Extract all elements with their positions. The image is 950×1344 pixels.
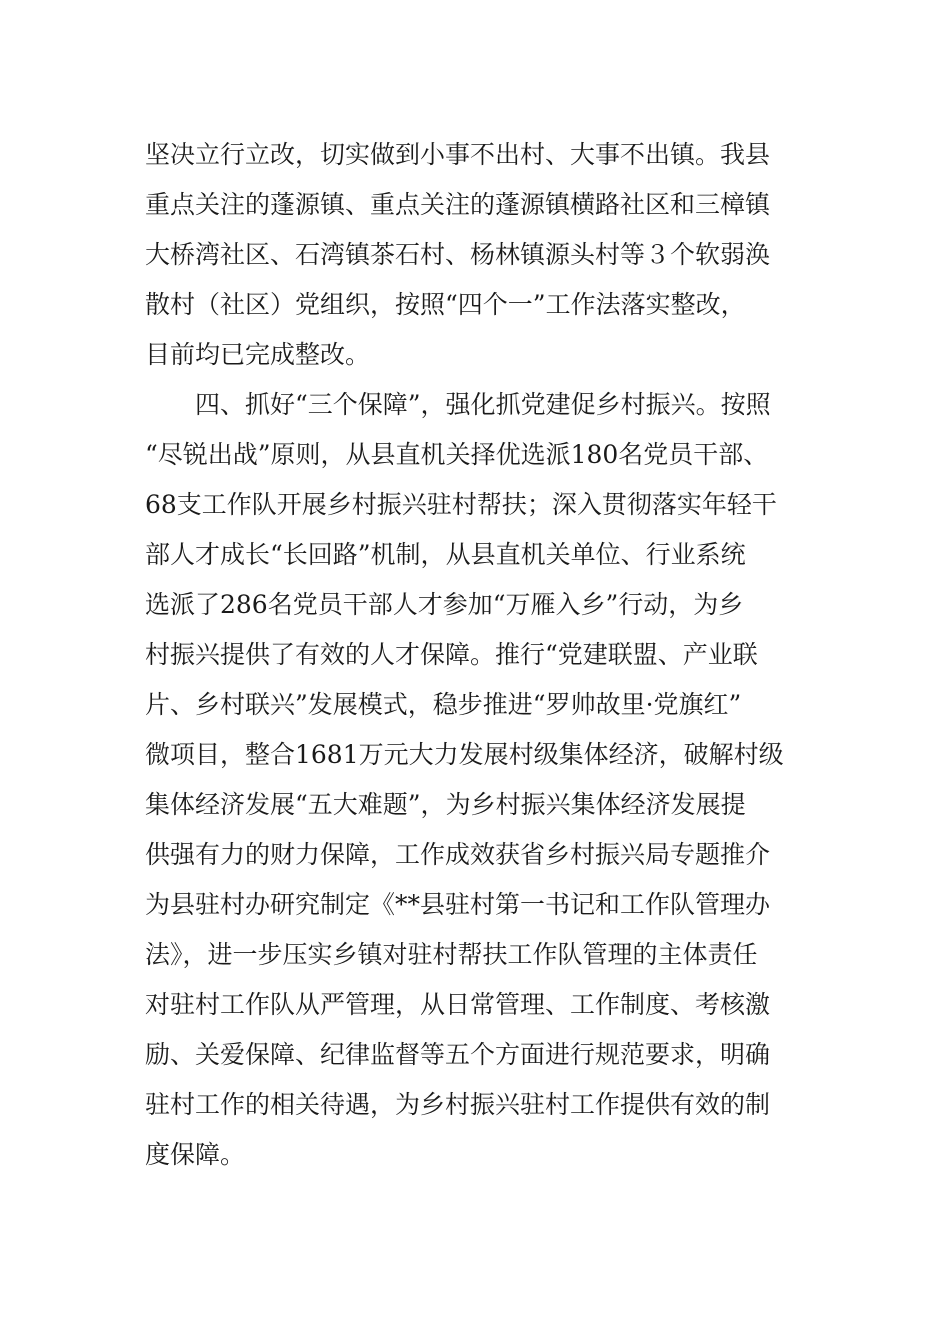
text-line: 度保障。 bbox=[145, 1140, 246, 1169]
text-line: 集体经济发展“五大难题”，为乡村振兴集体经济发展提 bbox=[145, 790, 746, 819]
paragraph-2 bbox=[145, 380, 845, 1180]
text-line: 法》，进一步压实乡镇对驻村帮扶工作队管理的主体责任 bbox=[145, 940, 758, 969]
text-line: 选派了286名党员干部人才参加“万雁入乡”行动，为乡 bbox=[145, 590, 744, 619]
text-line: 微项目，整合1681万元大力发展村级集体经济，破解村级 bbox=[145, 740, 784, 769]
text-line: 大桥湾社区、石湾镇茶石村、杨林镇源头村等３个软弱涣 bbox=[145, 240, 771, 269]
text-line: 68支工作队开展乡村振兴驻村帮扶；深入贯彻落实年轻干 bbox=[145, 490, 777, 519]
text-line: 驻村工作的相关待遇，为乡村振兴驻村工作提供有效的制 bbox=[145, 1090, 771, 1119]
text-line: 励、关爱保障、纪律监督等五个方面进行规范要求，明确 bbox=[145, 1040, 771, 1069]
paragraph-1 bbox=[145, 130, 845, 380]
text-line: 村振兴提供了有效的人才保障。推行“党建联盟、产业联 bbox=[145, 640, 758, 669]
text-line: 散村（社区）党组织，按照“四个一”工作法落实整改， bbox=[145, 290, 746, 319]
text-line: 片、乡村联兴”发展模式，稳步推进“罗帅故里·党旗红” bbox=[145, 690, 742, 719]
text-line: 四、抓好“三个保障”，强化抓党建促乡村振兴。按照 bbox=[195, 390, 771, 419]
text-line: 目前均已完成整改。 bbox=[145, 340, 371, 369]
text-line: 供强有力的财力保障，工作成效获省乡村振兴局专题推介 bbox=[145, 840, 771, 869]
text-line: “尽锐出战”原则，从县直机关择优选派180名党员干部、 bbox=[145, 440, 769, 469]
body-text bbox=[145, 130, 845, 1180]
text-line: 为县驻村办研究制定《**县驻村第一书记和工作队管理办 bbox=[145, 890, 771, 919]
text-line: 对驻村工作队从严管理，从日常管理、工作制度、考核激 bbox=[145, 990, 771, 1019]
text-line: 重点关注的蓬源镇、重点关注的蓬源镇横路社区和三樟镇 bbox=[145, 190, 771, 219]
text-line: 部人才成长“长回路”机制，从县直机关单位、行业系统 bbox=[145, 540, 746, 569]
text-line: 坚决立行立改，切实做到小事不出村、大事不出镇。我县 bbox=[145, 140, 771, 169]
